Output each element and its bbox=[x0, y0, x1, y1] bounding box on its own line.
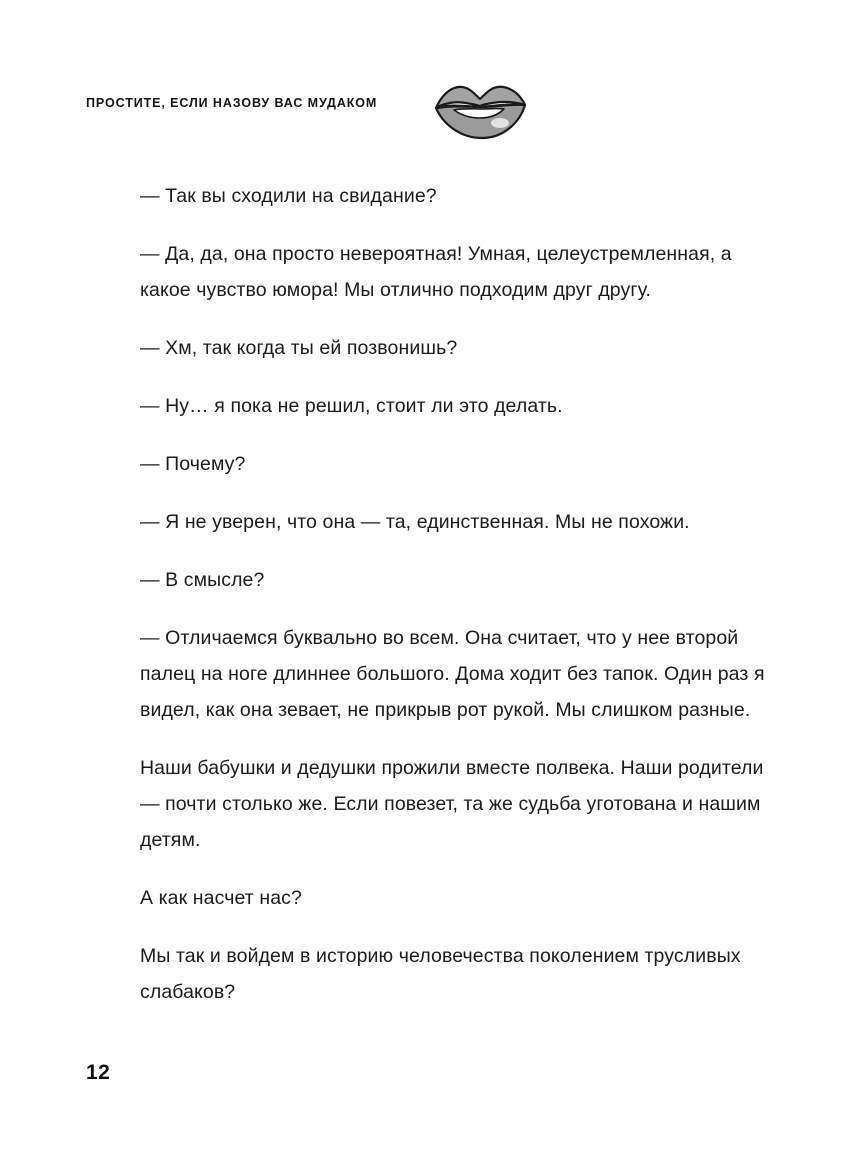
running-head bbox=[86, 90, 758, 150]
paragraph: — В смысле? bbox=[140, 569, 265, 591]
paragraph: Мы так и войдем в историю человечества поколением трусливых слабаков? bbox=[140, 945, 741, 1003]
paragraph: Наши бабушки и дедушки прожили вместе полвека. Наши родители — почти столько же. Если повезет, та же судьба уготована и нашим детям. bbox=[140, 757, 764, 851]
paragraph: — Да, да, она просто невероятная! Умная, целеустремленная, а какое чувство юмора! Мы отлично подходим друг другу. bbox=[140, 243, 732, 301]
paragraph: — Так вы сходили на свидание? bbox=[140, 185, 437, 207]
paragraph: — Отличаемся буквально во всем. Она считает, что у нее второй палец на ноге длиннее большого. Дома ходит без тапок. Один раз я видел, как она зевает, не прикрыв рот рукой. Мы слишком разные. bbox=[140, 627, 765, 721]
lips-icon bbox=[430, 74, 530, 146]
paragraph: — Почему? bbox=[140, 453, 246, 475]
paragraph: А как насчет нас? bbox=[140, 887, 302, 909]
paragraph: — Я не уверен, что она — та, единственная. Мы не похожи. bbox=[140, 511, 690, 533]
page-number: 12 bbox=[86, 1061, 111, 1084]
body-text bbox=[140, 178, 772, 1032]
paragraph: — Хм, так когда ты ей позвонишь? bbox=[140, 337, 458, 359]
paragraph: — Ну… я пока не решил, стоит ли это делать. bbox=[140, 395, 563, 417]
running-head-title: ПРОСТИТЕ, ЕСЛИ НАЗОВУ ВАС МУДАКОМ bbox=[86, 96, 378, 110]
